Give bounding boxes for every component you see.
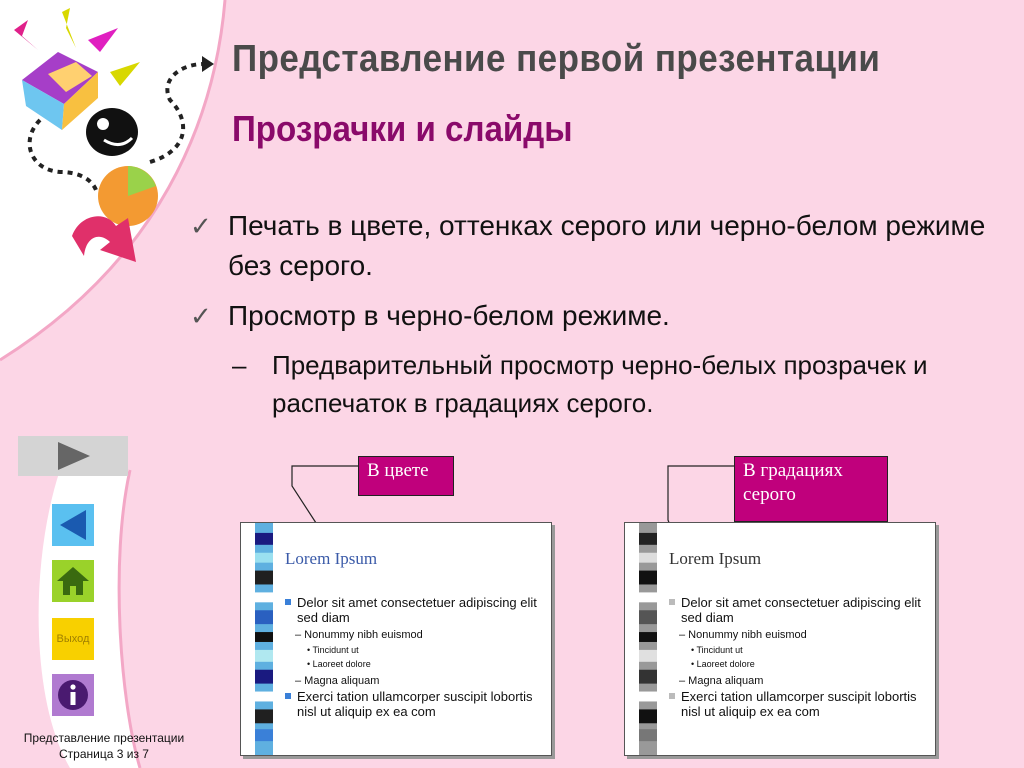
bullet-text: Печать в цвете, оттенках серого или черно-белом режиме без серого. [228,210,986,281]
preview-line: • Tincidunt ut [691,645,743,655]
preview-text [669,595,935,719]
preview-line: • Tincidunt ut [307,645,359,655]
checkmark-icon: ✓ [190,301,212,331]
callout-grayscale: В градациях серого [734,456,888,522]
home-icon [52,560,94,602]
preview-line: • Laoreet dolore [307,659,371,669]
bullet-square [285,599,291,605]
preview-line: – Magna aliquam [295,675,380,687]
dash-marker: – [232,350,247,380]
next-slide-button[interactable] [18,436,128,476]
callout-color: В цвете [358,456,454,496]
bullet-text: Просмотр в черно-белом режиме. [228,300,670,331]
footer-presentation-name: Представление презентации [23,731,185,745]
sub-bullet-text: Предварительный просмотр черно-белых прозрачек и распечаток в градациях серого. [272,350,928,418]
slide-preview-grayscale [624,522,936,756]
info-icon [52,674,94,716]
bullet-square [669,693,675,699]
preview-line: Exerci tation ullamcorper suscipit lobortis nisl ut aliquip ex ea com [681,689,917,719]
preview-line: – Magna aliquam [679,675,764,687]
play-arrow-icon [18,436,128,476]
slide-title: Представление первой презентации [232,38,881,80]
preview-line: Exerci tation ullamcorper suscipit lobortis nisl ut aliquip ex ea com [297,689,533,719]
slide-subtitle: Прозрачки и слайды [232,108,573,149]
bullet-square [669,599,675,605]
grayscale-strip [639,523,657,755]
previous-slide-button[interactable] [52,504,94,546]
preview-title: Lorem Ipsum [285,549,378,568]
footer [4,730,204,762]
preview-text [285,595,551,719]
slide-preview-color [240,522,552,756]
home-button[interactable] [52,560,94,602]
color-strip [255,523,273,755]
preview-title: Lorem Ipsum [669,549,762,568]
preview-line: • Laoreet dolore [691,659,755,669]
exit-button[interactable]: Выход [52,618,94,660]
preview-line: – Nonummy nibh euismod [295,629,423,641]
checkmark-icon: ✓ [190,211,212,241]
footer-page-number: Страница 3 из 7 [59,747,149,761]
preview-line: Delor sit amet consectetuer adipiscing elit sed diam [297,595,537,625]
preview-line: – Nonummy nibh euismod [679,629,807,641]
info-button[interactable] [52,674,94,716]
back-arrow-icon [52,504,94,546]
bullet-square [285,693,291,699]
preview-line: Delor sit amet consectetuer adipiscing elit sed diam [681,595,921,625]
